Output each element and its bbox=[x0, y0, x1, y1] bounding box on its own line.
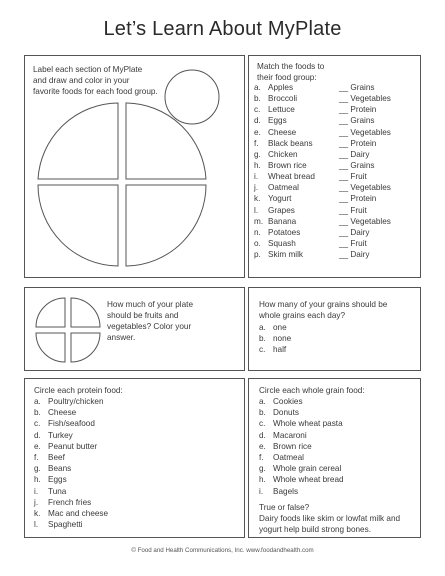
plate-instructions-line-2: and draw and color in your bbox=[33, 76, 130, 86]
protein-item[interactable]: i. Tuna bbox=[34, 486, 67, 496]
wholegrain-box bbox=[248, 378, 421, 538]
wholegrain-item[interactable]: e. Brown rice bbox=[259, 441, 312, 451]
wholegrain-heading: Circle each whole grain food: bbox=[259, 386, 365, 395]
match-heading-line-2: their food group: bbox=[257, 73, 317, 83]
grains-option[interactable]: b. none bbox=[259, 334, 292, 344]
true-false-line-2: Dairy foods like skim or lowfat milk and bbox=[259, 514, 401, 524]
match-box bbox=[248, 55, 421, 278]
plate-box bbox=[24, 55, 245, 278]
fruits-question-line-3: vegetables? Color your bbox=[107, 322, 192, 332]
match-row: g. Chicken __ Dairy bbox=[254, 149, 370, 159]
true-false-question bbox=[259, 502, 400, 535]
protein-item[interactable]: g. Beans bbox=[34, 464, 72, 474]
protein-box bbox=[24, 378, 245, 538]
match-list bbox=[254, 82, 389, 260]
plate-instructions-line-1: Label each section of MyPlate bbox=[33, 65, 143, 74]
protein-item[interactable]: h. Eggs bbox=[34, 475, 67, 485]
protein-list bbox=[34, 396, 108, 530]
fruits-question-line-1: How much of your plate bbox=[107, 300, 194, 309]
plate-quadrant-bottom-right bbox=[126, 185, 206, 266]
match-row: e. Cheese __ Vegetables bbox=[254, 127, 391, 137]
fruits-question-line-4: answer. bbox=[107, 333, 136, 343]
match-row: h. Brown rice __ Grains bbox=[254, 160, 375, 170]
small-quadrant-top-right bbox=[71, 298, 100, 327]
protein-item[interactable]: a. Poultry/chicken bbox=[34, 397, 104, 406]
wholegrain-item[interactable]: a. Cookies bbox=[259, 397, 303, 406]
match-row: c. Lettuce __ Protein bbox=[254, 105, 377, 115]
plate-quadrant-bottom-left bbox=[38, 185, 118, 266]
protein-item[interactable]: e. Peanut butter bbox=[34, 441, 98, 451]
wholegrain-item[interactable]: d. Macaroni bbox=[259, 430, 307, 440]
copyright-footer: © Food and Health Communications, Inc. www.foodandhealth.com bbox=[131, 547, 314, 554]
plate-instructions-line-3: favorite foods for each food group. bbox=[33, 87, 158, 97]
protein-heading: Circle each protein food: bbox=[34, 386, 123, 395]
match-heading-line-1: Match the foods to bbox=[257, 62, 325, 71]
grains-question-line-2: whole grains each day? bbox=[259, 311, 346, 321]
protein-item[interactable]: c. Fish/seafood bbox=[34, 419, 95, 429]
small-quadrant-bottom-right bbox=[71, 333, 100, 362]
small-plate-diagram[interactable] bbox=[25, 288, 105, 372]
match-row: a. Apples __ Grains bbox=[254, 83, 375, 92]
match-row: k. Yogurt __ Protein bbox=[254, 194, 377, 204]
protein-item[interactable]: j. French fries bbox=[34, 497, 92, 507]
match-row: j. Oatmeal __ Vegetables bbox=[254, 183, 391, 193]
dairy-circle bbox=[165, 70, 219, 124]
fruits-vegetables-box bbox=[24, 287, 245, 371]
true-false-line-1: True or false? bbox=[259, 503, 310, 512]
wholegrain-item[interactable]: h. Whole wheat bread bbox=[259, 475, 344, 485]
page-title: Let’s Learn About MyPlate bbox=[103, 18, 342, 40]
match-row: i. Wheat bread __ Fruit bbox=[254, 172, 367, 182]
match-row: p. Skim milk __ Dairy bbox=[254, 250, 370, 260]
wholegrain-list bbox=[259, 396, 344, 497]
grains-options bbox=[259, 322, 291, 356]
match-row: d. Eggs __ Grains bbox=[254, 116, 375, 126]
wholegrain-item[interactable]: b. Donuts bbox=[259, 408, 299, 418]
match-row: l. Grapes __ Fruit bbox=[254, 205, 367, 215]
small-quadrant-bottom-left bbox=[36, 333, 65, 362]
grains-option[interactable]: a. one bbox=[259, 323, 287, 332]
protein-item[interactable]: d. Turkey bbox=[34, 430, 73, 440]
protein-item[interactable]: f. Beef bbox=[34, 453, 65, 463]
wholegrain-item[interactable]: f. Oatmeal bbox=[259, 453, 304, 463]
fruits-question-line-2: should be fruits and bbox=[107, 311, 179, 321]
grains-option[interactable]: c. half bbox=[259, 345, 287, 355]
myplate-diagram[interactable] bbox=[25, 56, 246, 279]
protein-item[interactable]: k. Mac and cheese bbox=[34, 509, 109, 519]
match-row: o. Squash __ Fruit bbox=[254, 238, 367, 248]
match-row: n. Potatoes __ Dairy bbox=[254, 227, 370, 237]
match-row: f. Black beans __ Protein bbox=[254, 138, 377, 148]
grains-question-line-1: How many of your grains should be bbox=[259, 300, 388, 309]
small-quadrant-top-left bbox=[36, 298, 65, 327]
match-row: b. Broccoli __ Vegetables bbox=[254, 94, 391, 104]
wholegrain-item[interactable]: i. Bagels bbox=[259, 486, 299, 496]
true-false-line-3: yogurt help build strong bones. bbox=[259, 525, 371, 535]
wholegrain-item[interactable]: c. Whole wheat pasta bbox=[259, 419, 343, 429]
wholegrain-item[interactable]: g. Whole grain cereal bbox=[259, 464, 342, 474]
protein-item[interactable]: b. Cheese bbox=[34, 408, 77, 418]
match-row: m. Banana __ Vegetables bbox=[254, 216, 391, 226]
plate-quadrant-top-left bbox=[38, 103, 118, 179]
grains-question-box bbox=[248, 287, 421, 371]
protein-item[interactable]: l. Spaghetti bbox=[34, 520, 83, 530]
